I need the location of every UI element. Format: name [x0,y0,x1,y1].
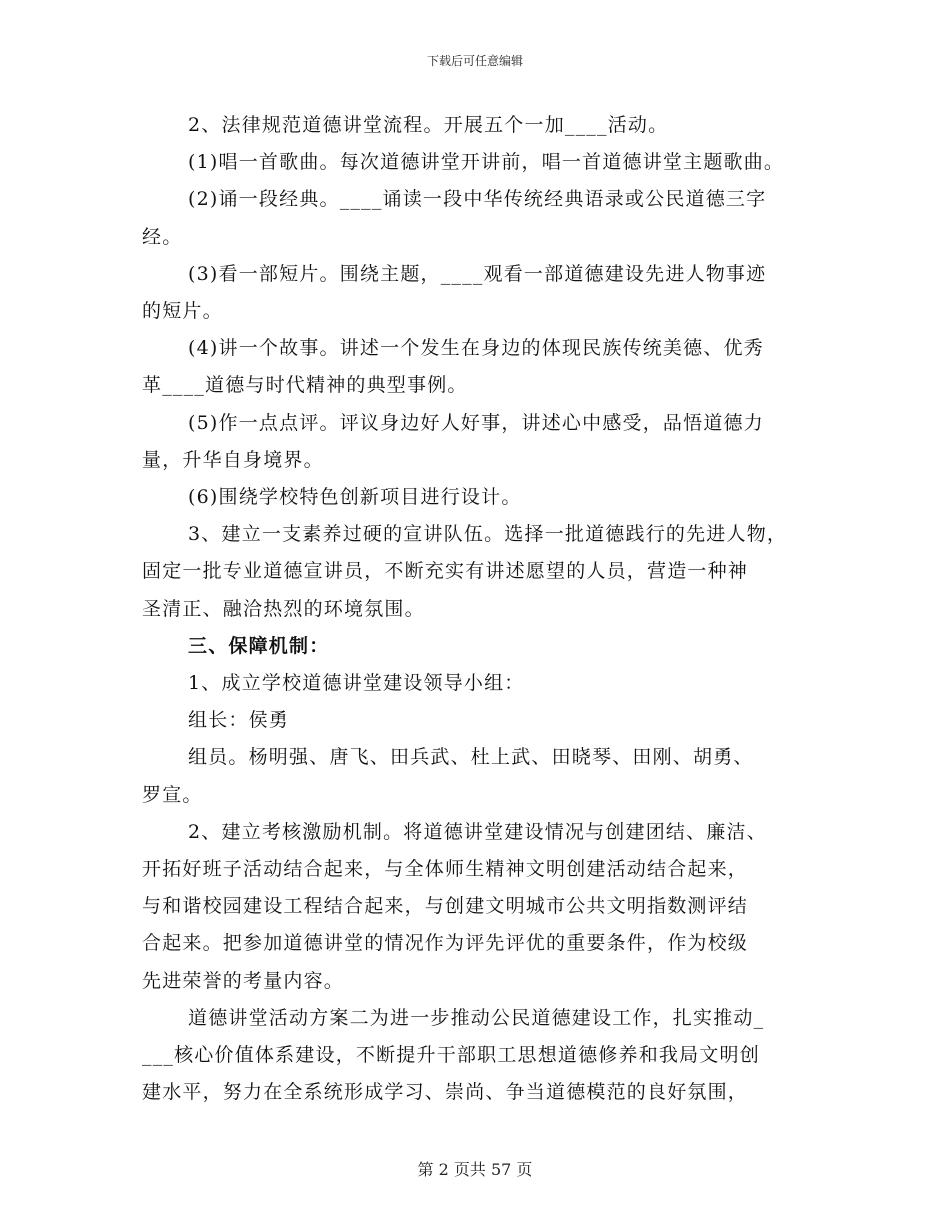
text-line: 先进荣誉的考量内容。 [142,969,345,992]
text-line: (1)唱一首歌曲。每次道德讲堂开讲前，唱一首道德讲堂主题歌曲。 [188,151,785,174]
text-line: 与和谐校园建设工程结合起来，与创建文明城市公共文明指数测评结 [142,895,749,918]
text-line: 经。 [142,225,183,248]
text-line: (3)看一部短片。围绕主题，____观看一部道德建设先进人物事迹 [188,262,767,285]
page-header: 下载后可任意编辑 [426,54,523,68]
text-line: (5)作一点点评。评议身边好人好事，讲述心中感受，品悟道德力 [188,411,764,434]
text-line: 2、法律规范道德讲堂流程。开展五个一加____活动。 [188,114,669,136]
text-line: 量，升华自身境界。 [142,448,324,471]
text-line: (4)讲一个故事。讲述一个发生在身边的体现民族传统美德、优秀 [188,337,764,360]
text-line: ___核心价值体系建设，不断提升干部职工思想道德修养和我局文明创 [142,1044,760,1066]
text-line: 三、保障机制： [188,634,330,657]
text-line: 开拓好班子活动结合起来，与全体师生精神文明创建活动结合起来， [142,858,749,880]
text-line: 革____道德与时代精神的典型事例。 [142,374,468,397]
text-line: 圣清正、融洽热烈的环境氛围。 [142,597,425,620]
text-line: 组员。杨明强、唐飞、田兵武、杜上武、田晓琴、田刚、胡勇、 [188,746,754,769]
text-line: 1、成立学校道德讲堂建设领导小组： [188,672,525,694]
text-line: (2)诵一段经典。____诵读一段中华传统经典语录或公民道德三字 [188,188,767,211]
text-line: 2、建立考核激励机制。将道德讲堂建设情况与创建团结、廉洁、 [188,820,767,843]
text-line: 罗宣。 [142,783,203,806]
text-line: 合起来。把参加道德讲堂的情况作为评先评优的重要条件，作为校级 [142,932,749,955]
text-line: (6)围绕学校特色创新项目进行设计。 [188,486,522,508]
page-footer: 第 2 页共 57 页 [417,1160,533,1179]
text-line: 道德讲堂活动方案二为进一步推动公民道德建设工作，扎实推动_ [188,1006,765,1029]
text-line: 3、建立一支素养过硬的宣讲队伍。选择一批道德践行的先进人物， [188,523,788,546]
text-line: 组长：侯勇 [188,709,290,732]
text-line: 建水平，努力在全系统形成学习、崇尚、争当道德模范的良好氛围， [142,1081,749,1104]
text-line: 固定一批专业道德宣讲员，不断充实有讲述愿望的人员，营造一种神 [142,560,749,583]
text-line: 的短片。 [142,300,223,322]
